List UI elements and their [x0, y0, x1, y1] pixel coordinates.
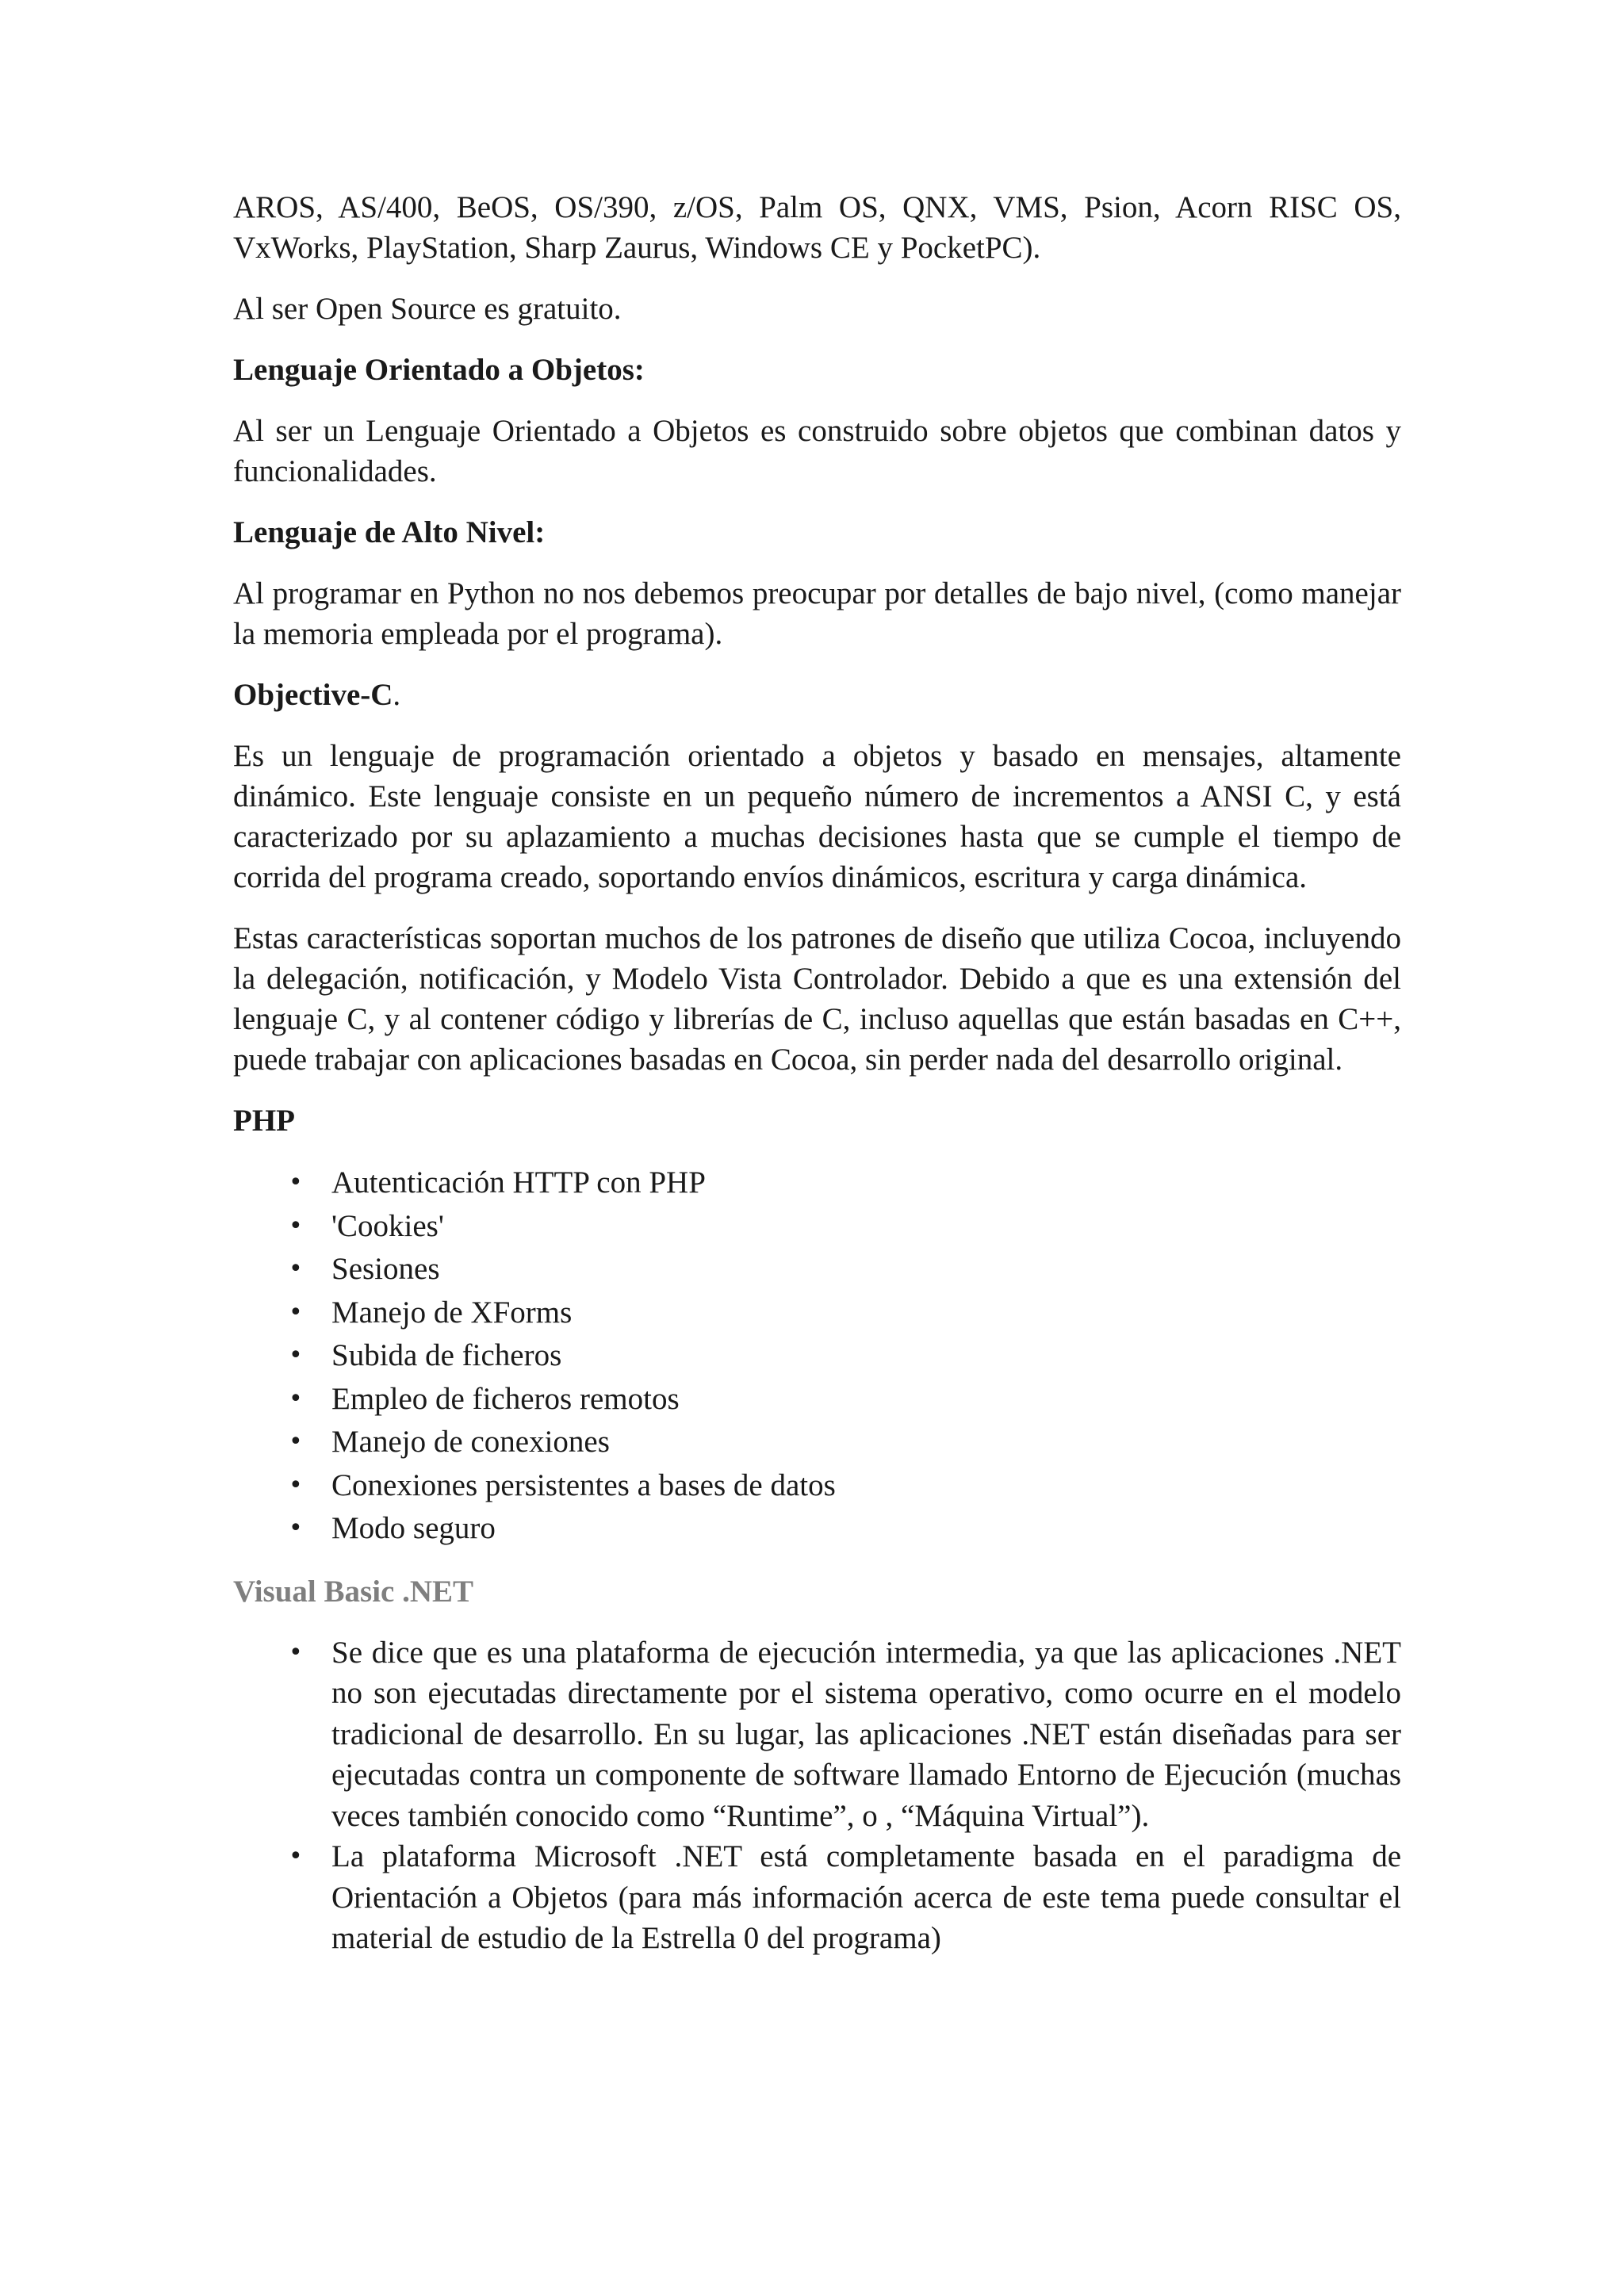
- list-item: [233, 1464, 1401, 1508]
- vbnet-heading: Visual Basic .NET: [233, 1574, 474, 1609]
- list-item: [233, 1421, 1401, 1464]
- list-item: [233, 1292, 1401, 1335]
- list-item: [233, 1248, 1401, 1292]
- list-item: [233, 1378, 1401, 1422]
- bullet-icon: •: [289, 1843, 303, 1870]
- list-item: [233, 1507, 1401, 1551]
- list-item-text: 'Cookies': [331, 1208, 444, 1243]
- os-list-paragraph: AROS, AS/400, BeOS, OS/390, z/OS, Palm OS, QNX, VMS, Psion, Acorn RISC OS, VxWorks, PlayStation, Sharp Zaurus, Windows CE y PocketPC).: [233, 190, 1401, 265]
- high-level-heading: Lenguaje de Alto Nivel:: [233, 515, 546, 549]
- bullet-icon: •: [289, 1341, 303, 1369]
- bullet-icon: •: [289, 1514, 303, 1542]
- list-item-text: Autenticación HTTP con PHP: [331, 1165, 706, 1200]
- bullet-icon: •: [289, 1428, 303, 1456]
- oop-paragraph: Al ser un Lenguaje Orientado a Objetos es construido sobre objetos que combinan datos y funcionalidades.: [233, 414, 1401, 488]
- objc-heading-line: [233, 675, 1401, 715]
- list-item: [233, 1632, 1401, 1837]
- vbnet-feature-list: [233, 1632, 1401, 1959]
- objc-heading: Objective-C: [233, 678, 393, 712]
- objc-paragraph-2: Estas características soportan muchos de los patrones de diseño que utiliza Cocoa, incluyendo la delegación, notificación, y Modelo Vista Controlador. Debido a que es una extensión del lenguaje C, y al contener código y librerías de C, incluso aquellas que están basadas en C++, puede trabajar con aplicaciones basadas en Cocoa, sin perder nada del desarrollo original.: [233, 921, 1401, 1077]
- document-page: [233, 187, 1401, 1980]
- bullet-icon: •: [289, 1298, 303, 1326]
- bullet-icon: •: [289, 1169, 303, 1196]
- list-item-text: Manejo de conexiones: [331, 1425, 610, 1459]
- list-item-text: Modo seguro: [331, 1511, 496, 1545]
- list-item-text: Subida de ficheros: [331, 1338, 562, 1372]
- bullet-icon: •: [289, 1255, 303, 1283]
- list-item: [233, 1836, 1401, 1959]
- list-item: [233, 1334, 1401, 1378]
- objc-paragraph-1: Es un lenguaje de programación orientado a objetos y basado en mensajes, altamente dinámico. Este lenguaje consiste en un pequeño número de incrementos a ANSI C, y está caracterizado por su aplazamiento a muchas decisiones hasta que se cumple el tiempo de corrida del programa creado, soportando envíos dinámicos, escritura y carga dinámica.: [233, 739, 1401, 894]
- list-item-text: Conexiones persistentes a bases de datos: [331, 1468, 836, 1502]
- list-item-text: Sesiones: [331, 1252, 440, 1286]
- list-item-text: Empleo de ficheros remotos: [331, 1381, 680, 1416]
- list-item: [233, 1161, 1401, 1205]
- list-item-text: Manejo de XForms: [331, 1295, 573, 1330]
- php-heading: PHP: [233, 1104, 295, 1138]
- list-item: [233, 1205, 1401, 1249]
- list-item-text: Se dice que es una plataforma de ejecución intermedia, ya que las aplicaciones .NET no son ejecutadas directamente por el sistema operativo, como ocurre en el modelo tradicional de desarrollo. En su lugar, las aplicaciones .NET están diseñadas para ser ejecutadas contra un componente de software llamado Entorno de Ejecución (muchas veces también conocido como “Runtime”, o , “Máquina Virtual”).: [331, 1635, 1401, 1833]
- high-level-paragraph: Al programar en Python no nos debemos preocupar por detalles de bajo nivel, (como manejar la memoria empleada por el programa).: [233, 576, 1401, 651]
- bullet-icon: •: [289, 1384, 303, 1413]
- list-item-text: La plataforma Microsoft .NET está completamente basada en el paradigma de Orientación a Objetos (para más información acerca de este tema puede consultar el material de estudio de la Estrella 0 del programa): [331, 1839, 1401, 1955]
- objc-heading-period: .: [393, 678, 401, 712]
- bullet-icon: •: [289, 1211, 303, 1240]
- open-source-paragraph: Al ser Open Source es gratuito.: [233, 292, 622, 326]
- bullet-icon: •: [289, 1638, 303, 1667]
- php-feature-list: [233, 1161, 1401, 1551]
- oop-heading: Lenguaje Orientado a Objetos:: [233, 353, 645, 387]
- bullet-icon: •: [289, 1471, 303, 1499]
